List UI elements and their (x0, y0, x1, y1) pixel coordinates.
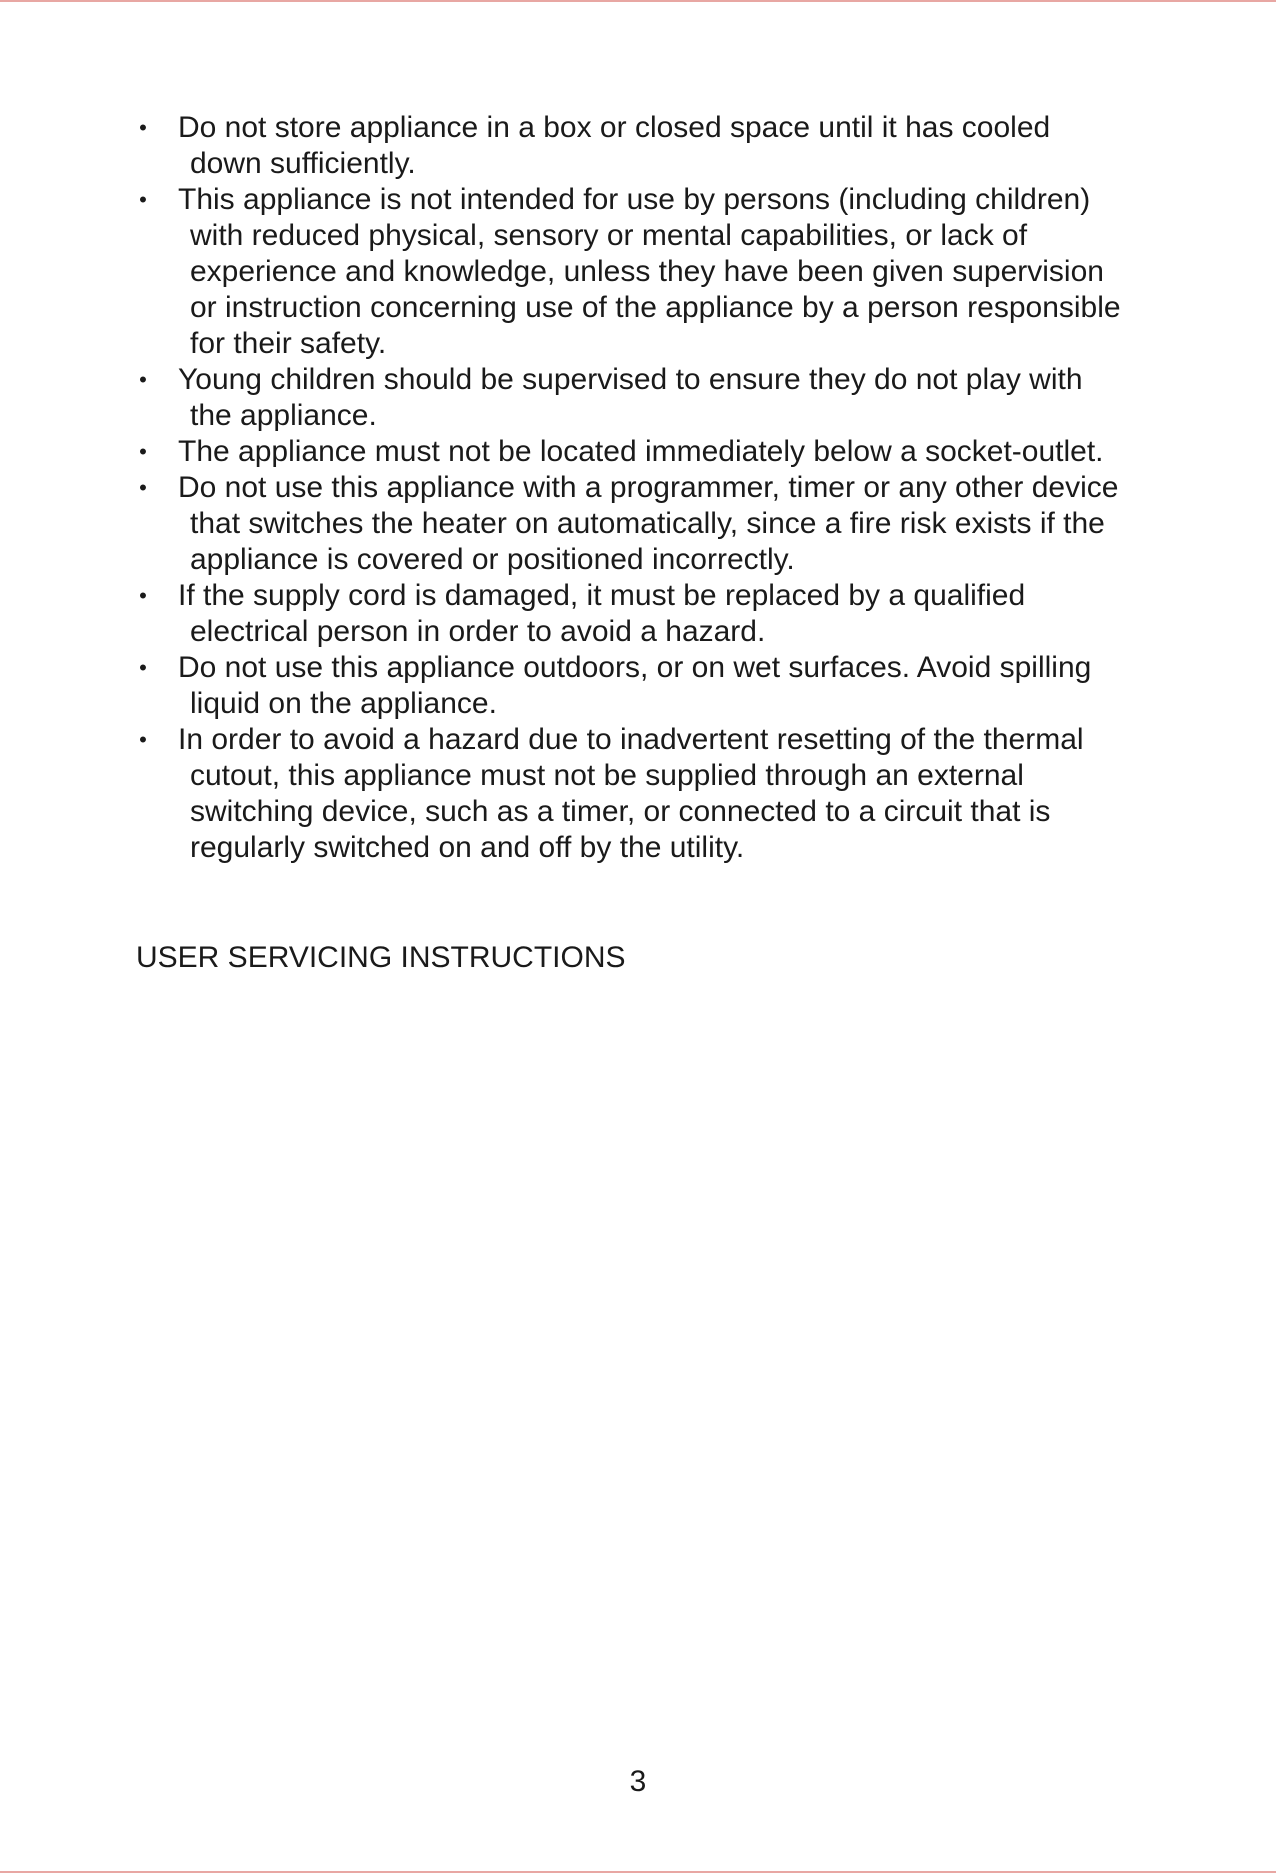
safety-item-line: In order to avoid a hazard due to inadvertent resetting of the thermal (178, 723, 1084, 756)
safety-item (132, 722, 1182, 866)
safety-item (132, 182, 1182, 362)
safety-item-line: This appliance is not intended for use by persons (including children) (178, 183, 1091, 216)
bullet-icon: • (139, 367, 147, 392)
bullet-icon: • (139, 655, 147, 680)
safety-item-line: cutout, this appliance must not be supplied through an external (190, 759, 1024, 792)
bullet-icon: • (139, 439, 147, 464)
safety-item-line: or instruction concerning use of the appliance by a person responsible (190, 291, 1121, 324)
safety-item (132, 650, 1182, 722)
safety-item-line: regularly switched on and off by the utility. (190, 831, 745, 864)
safety-item (132, 110, 1182, 182)
bullet-icon: • (139, 475, 147, 500)
bullet-icon: • (139, 115, 147, 140)
safety-item-line: The appliance must not be located immediately below a socket-outlet. (178, 435, 1104, 468)
safety-item-line: experience and knowledge, unless they have been given supervision (190, 255, 1104, 288)
safety-item (132, 362, 1182, 434)
safety-item-line: the appliance. (190, 399, 377, 432)
top-page-edge-line (0, 0, 1276, 2)
safety-item-line: liquid on the appliance. (190, 687, 497, 720)
safety-item (132, 470, 1182, 578)
bullet-icon: • (139, 583, 147, 608)
page-number: 3 (629, 1765, 647, 1798)
section-heading: USER SERVICING INSTRUCTIONS (136, 941, 626, 974)
safety-item-line: with reduced physical, sensory or mental capabilities, or lack of (190, 219, 1028, 252)
safety-item-line: Do not use this appliance outdoors, or on wet surfaces. Avoid spilling (178, 651, 1092, 684)
safety-item-line: appliance is covered or positioned incorrectly. (190, 543, 795, 576)
safety-instructions-list (132, 110, 1182, 866)
safety-item (132, 434, 1182, 470)
safety-item-line: down sufficiently. (190, 147, 416, 180)
safety-item-line: Young children should be supervised to ensure they do not play with (178, 363, 1083, 396)
safety-item-line: Do not store appliance in a box or closed space until it has cooled (178, 111, 1051, 144)
safety-item-line: switching device, such as a timer, or connected to a circuit that is (190, 795, 1051, 828)
bottom-page-edge-line (0, 1871, 1276, 1873)
safety-item-line: Do not use this appliance with a programmer, timer or any other device (178, 471, 1119, 504)
bullet-icon: • (139, 187, 147, 212)
safety-item-line: electrical person in order to avoid a hazard. (190, 615, 766, 648)
bullet-icon: • (139, 727, 147, 752)
safety-item-line: that switches the heater on automatically, since a fire risk exists if the (190, 507, 1105, 540)
safety-item-line: If the supply cord is damaged, it must be replaced by a qualified (178, 579, 1026, 612)
safety-item-line: for their safety. (190, 327, 387, 360)
safety-item (132, 578, 1182, 650)
